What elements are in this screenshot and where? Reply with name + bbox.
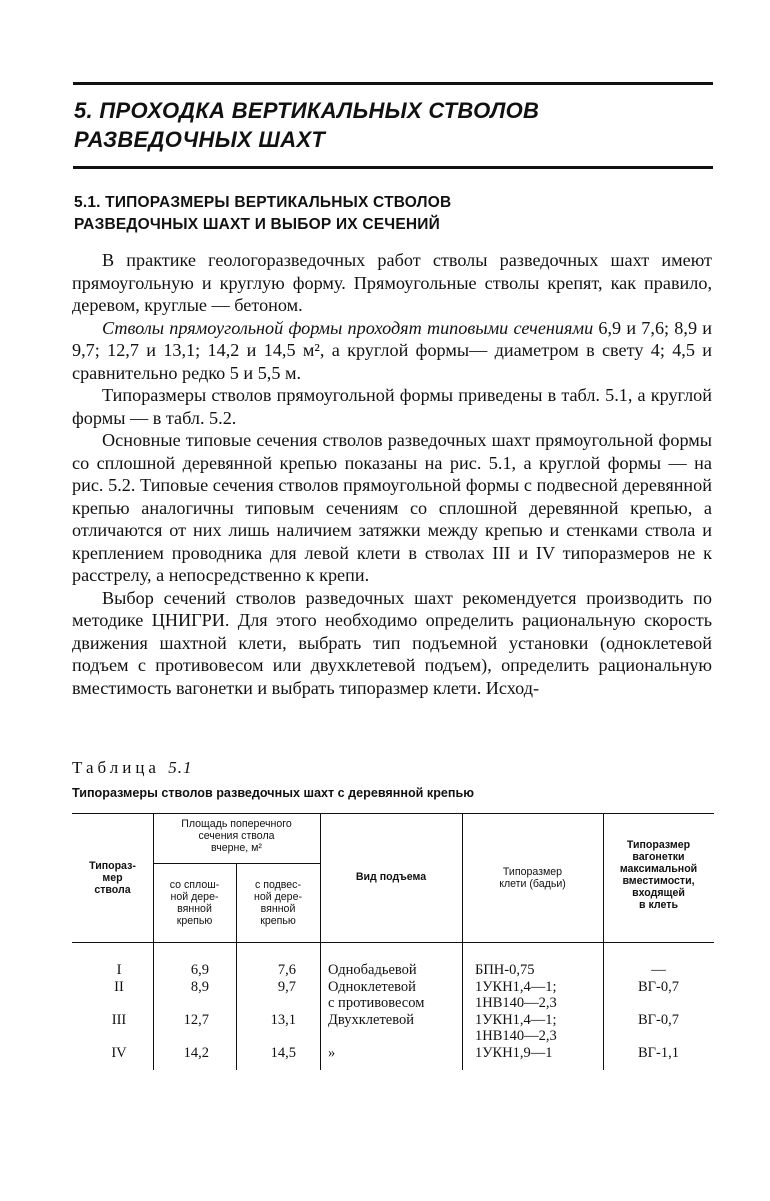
paragraph-2-rest: 6,9 и 7,6; 8,9 и 9,7; 12,7 и 13,1; 14,2 и 14,5 м², а круглой формы— диаметром в свету 4; 4,5 и сравнительно редко 5 и 5,5 м.: [72, 317, 712, 383]
header-area: Площадь поперечного сечения ствола вчерне, м²: [181, 818, 292, 854]
header-wagon-size: Типоразмер вагонетки максимальной вместимости, входящей в клеть: [619, 839, 698, 911]
chapter-title-line-1: 5. ПРОХОДКА ВЕРТИКАЛЬНЫХ СТВОЛОВ: [74, 98, 540, 123]
section-title-line-1: 5.1. ТИПОРАЗМЕРЫ ВЕРТИКАЛЬНЫХ СТВОЛОВ: [74, 194, 452, 211]
top-rule: [73, 82, 713, 85]
header-hanging-support: с подвес- ной дере- вянной крепью: [254, 879, 302, 927]
table-top-rule: [72, 813, 714, 814]
table-title: Типоразмеры стволов разведочных шахт с деревянной крепью: [72, 786, 474, 800]
table-caption-number: 5.1: [168, 758, 193, 777]
header-hoist-type: Вид подъема: [355, 871, 427, 883]
table-caption: [72, 758, 192, 778]
paragraph-4: Основные типовые сечения стволов разведочных шахт прямоугольной формы со сплошной деревянной крепью показаны на рис. 5.1, а круглой формы — на рис. 5.2. Типовые сечения стволов прямоугольной формы с подвесной деревянной крепью аналогичны типовым сечениям со сплошной деревянной крепью, а отличаются от них лишь наличием затяжки между крепью и стенками ствола и креплением проводника для левой клети в стволах III и IV типоразмеров не к расстрелу, а непосредственно к крепи.: [72, 430, 712, 585]
chapter-rule: [73, 166, 713, 169]
header-solid-support: со сплош- ной дере- вянной крепью: [169, 879, 220, 927]
paragraph-2-italic: Стволы прямоугольной формы проходят типовыми сечениями: [102, 317, 594, 338]
paragraph-3: Типоразмеры стволов прямоугольной формы приведены в табл. 5.1, а круглой формы — в табл. 5.2.: [72, 385, 712, 428]
table-col-rule-3: [320, 813, 321, 1070]
paragraph-2: [72, 317, 712, 385]
table-col-rule-4: [462, 813, 463, 1070]
chapter-title-line-2: РАЗВЕДОЧНЫХ ШАХТ: [74, 127, 326, 152]
column-wagon-size: — ВГ-0,7 ВГ-0,7 ВГ-1,1: [637, 962, 679, 1061]
table-caption-label: Таблица: [72, 758, 160, 777]
paragraph-1: В практике геологоразведочных работ стволы разведочных шахт имеют прямоугольную и круглую форму. Прямоугольные стволы крепят, как правило, деревом, круглые — бетоном.: [72, 250, 712, 315]
paragraph-5: Выбор сечений стволов разведочных шахт рекомендуется производить по методике ЦНИГРИ. Для этого необходимо определить рациональную скорость движения шахтной клети, выбрать тип подъемной установки (одноклетевой подъем с противовесом или двухклетевой подъем), определить рациональную вместимость вагонетки и выбрать типоразмер клети. Исход-: [72, 587, 712, 698]
section-title-line-2: РАЗВЕДОЧНЫХ ШАХТ И ВЫБОР ИХ СЕЧЕНИЙ: [74, 216, 440, 233]
column-area-hanging: 7,6 9,7 13,1 14,5: [270, 962, 296, 1061]
column-cage-size: БПН-0,75 1УКН1,4—1; 1НВ140—2,3 1УКН1,4—1; 1НВ140—2,3 1УКН1,9—1: [475, 962, 557, 1061]
chapter-title: [74, 96, 694, 154]
section-title: [74, 192, 694, 236]
body-text: [72, 249, 712, 699]
column-area-solid: 6,9 8,9 12,7 14,2: [183, 962, 209, 1061]
header-cage-size: Типоразмер клети (бадьи): [499, 866, 566, 890]
column-hoist-type: Однобадьевой Одноклетевой с противовесом Двухклетевой »: [328, 962, 425, 1061]
table-header-rule: [72, 942, 714, 943]
header-size: Типораз- мер ствола: [89, 860, 136, 896]
column-shaft-size: I II III IV: [111, 962, 127, 1061]
